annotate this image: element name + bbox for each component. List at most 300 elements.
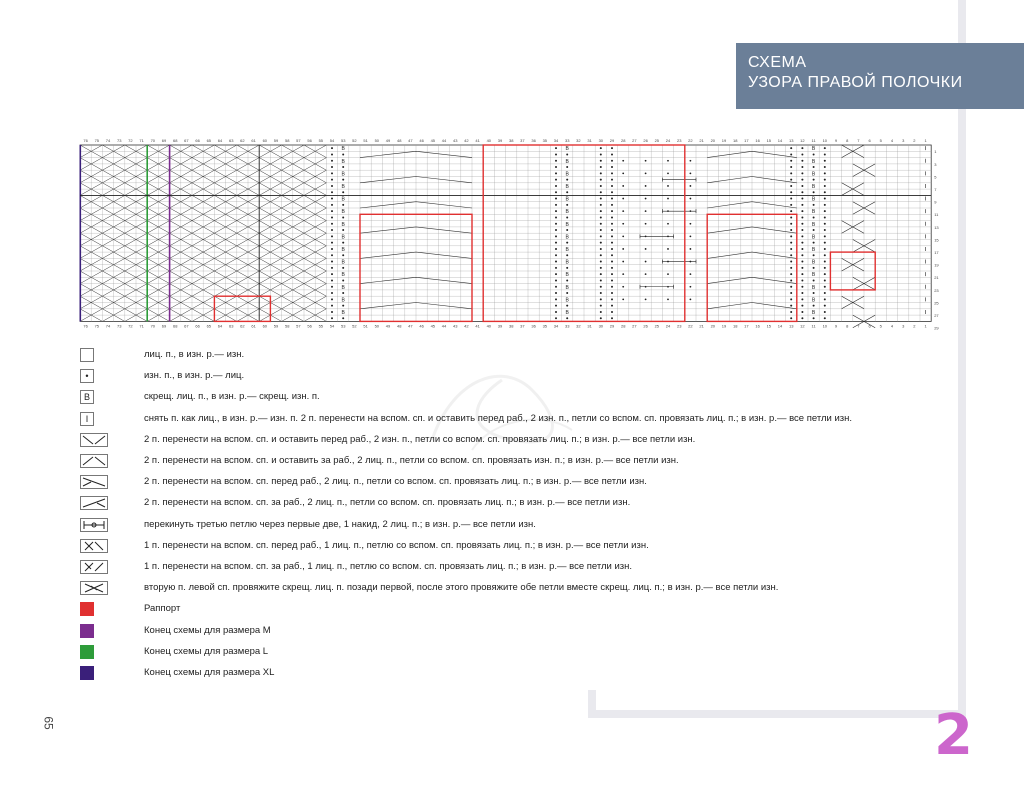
stitch-dot bbox=[790, 210, 792, 212]
legend-glyph-cross-b bbox=[81, 561, 107, 573]
row-number: 9 bbox=[934, 199, 937, 205]
stitch-b: B bbox=[565, 221, 569, 228]
stitch-dot bbox=[790, 198, 792, 200]
column-number-top: 39 bbox=[497, 138, 503, 143]
column-number-top: 57 bbox=[296, 138, 301, 143]
stitch-dot bbox=[555, 261, 557, 263]
stitch-dot bbox=[555, 198, 557, 200]
stitch-b: B bbox=[341, 171, 345, 178]
legend-symbol-color bbox=[80, 624, 94, 638]
stitch-dot bbox=[555, 210, 557, 212]
stitch-dot bbox=[600, 317, 602, 319]
stitch-b: B bbox=[811, 183, 816, 190]
stitch-dot bbox=[824, 160, 826, 162]
column-number-top: 22 bbox=[688, 138, 693, 143]
stitch-b: B bbox=[811, 284, 816, 291]
stitch-dot bbox=[813, 242, 815, 244]
stitch-dot bbox=[566, 242, 568, 244]
column-number-bottom: 69 bbox=[161, 323, 167, 329]
stitch-dot bbox=[690, 223, 692, 225]
stitch-dot bbox=[342, 254, 344, 256]
legend-text: Конец схемы для размера M bbox=[144, 624, 271, 636]
stitch-dot bbox=[600, 160, 602, 162]
stitch-dot bbox=[790, 311, 792, 313]
column-number-top: 17 bbox=[744, 138, 749, 143]
stitch-dot bbox=[342, 279, 344, 281]
column-number-bottom: 2 bbox=[913, 323, 916, 329]
stitch-dot bbox=[600, 191, 602, 193]
legend-symbol-color bbox=[80, 666, 94, 680]
stitch-dot bbox=[690, 273, 692, 275]
column-number-bottom: 3 bbox=[902, 323, 905, 329]
stitch-b: B bbox=[341, 146, 345, 153]
stitch-dot bbox=[824, 235, 826, 237]
stitch-dot bbox=[555, 191, 557, 193]
stitch-dot bbox=[824, 229, 826, 231]
stitch-dot bbox=[555, 204, 557, 206]
stitch-dot bbox=[824, 204, 826, 206]
legend-text: 2 п. перенести на вспом. сп. перед раб., 2 лиц. п., петли со вспом. сп. провязать лиц. п.; в изн. р.— все петли изн. bbox=[144, 476, 647, 488]
stitch-dot bbox=[611, 261, 613, 263]
stitch-dot bbox=[824, 292, 826, 294]
stitch-dot bbox=[790, 147, 792, 149]
stitch-dot bbox=[813, 166, 815, 168]
column-number-top: 6 bbox=[868, 138, 871, 143]
stitch-dot bbox=[611, 242, 613, 244]
stitch-dot bbox=[801, 235, 803, 237]
stitch-dot bbox=[690, 286, 692, 288]
column-number-bottom: 61 bbox=[251, 323, 256, 329]
stitch-dot bbox=[331, 204, 333, 206]
column-number-bottom: 48 bbox=[396, 323, 402, 329]
stitch-dot bbox=[331, 298, 333, 300]
stitch-dot bbox=[555, 216, 557, 218]
column-number-top: 43 bbox=[452, 138, 458, 143]
stitch-dot bbox=[611, 147, 613, 149]
column-number-bottom: 59 bbox=[273, 323, 279, 329]
stitch-dot bbox=[331, 273, 333, 275]
stitch-dot bbox=[555, 242, 557, 244]
column-number-top: 51 bbox=[363, 138, 368, 143]
stitch-dot bbox=[600, 216, 602, 218]
stitch-dot bbox=[801, 254, 803, 256]
stitch-dot bbox=[331, 279, 333, 281]
column-number-bottom: 30 bbox=[598, 323, 604, 329]
stitch-b: B bbox=[811, 234, 816, 241]
stitch-dot bbox=[622, 261, 624, 263]
column-number-top: 20 bbox=[710, 138, 716, 143]
stitch-dot bbox=[667, 248, 669, 250]
row-number: 21 bbox=[934, 275, 939, 281]
column-number-top: 33 bbox=[564, 138, 570, 143]
stitch-b: B bbox=[811, 196, 816, 203]
stitch-dot bbox=[611, 185, 613, 187]
stitch-dot bbox=[790, 286, 792, 288]
column-number-bottom: 16 bbox=[755, 323, 760, 329]
stitch-dot bbox=[611, 235, 613, 237]
column-number-bottom: 35 bbox=[542, 323, 548, 329]
stitch-b: B bbox=[565, 246, 569, 253]
stitch-dot bbox=[611, 311, 613, 313]
stitch-dot bbox=[790, 267, 792, 269]
legend-text: 1 п. перенести на вспом. сп. за раб., 1 лиц. п., петлю со вспом. сп. провязать лиц. п.; в изн. р.— все петли изн. bbox=[144, 561, 633, 572]
stitch-dot bbox=[331, 198, 333, 200]
stitch-dot bbox=[824, 198, 826, 200]
stitch-dot bbox=[331, 229, 333, 231]
stitch-dot bbox=[801, 210, 803, 212]
stitch-dot bbox=[555, 185, 557, 187]
stitch-dot bbox=[790, 248, 792, 250]
column-number-bottom: 39 bbox=[497, 323, 503, 329]
column-number-bottom: 36 bbox=[531, 323, 536, 329]
stitch-dot bbox=[331, 147, 333, 149]
stitch-dot bbox=[331, 179, 333, 181]
stitch-dot bbox=[645, 185, 647, 187]
column-number-bottom: 57 bbox=[296, 323, 301, 329]
stitch-b: B bbox=[811, 158, 816, 165]
stitch-dot bbox=[801, 242, 803, 244]
column-number-bottom: 29 bbox=[609, 323, 615, 329]
column-number-top: 44 bbox=[441, 138, 447, 143]
column-number-top: 50 bbox=[374, 138, 380, 143]
stitch-dot bbox=[555, 286, 557, 288]
column-number-top: 26 bbox=[643, 138, 648, 143]
stitch-b: B bbox=[341, 297, 345, 304]
stitch-dot bbox=[801, 292, 803, 294]
stitch-dot bbox=[824, 261, 826, 263]
stitch-b: B bbox=[811, 146, 816, 153]
row-number: 27 bbox=[934, 312, 939, 318]
column-number-bottom: 41 bbox=[475, 323, 480, 329]
stitch-dot bbox=[790, 317, 792, 319]
column-number-bottom: 50 bbox=[374, 323, 380, 329]
legend-symbol-cross-b bbox=[80, 560, 108, 574]
column-number-top: 55 bbox=[318, 138, 324, 143]
stitch-dot bbox=[622, 210, 624, 212]
stitch-dot bbox=[824, 147, 826, 149]
column-number-bottom: 54 bbox=[329, 323, 335, 329]
column-number-top: 38 bbox=[508, 138, 514, 143]
legend-symbol-twist bbox=[80, 581, 108, 595]
stitch-dot bbox=[801, 317, 803, 319]
stitch-dot bbox=[600, 248, 602, 250]
stitch-dot bbox=[622, 172, 624, 174]
stitch-b: B bbox=[341, 259, 345, 266]
stitch-b: B bbox=[341, 284, 345, 291]
row-number: 23 bbox=[934, 287, 939, 293]
column-number-top: 45 bbox=[430, 138, 436, 143]
stitch-dot bbox=[555, 160, 557, 162]
column-number-bottom: 14 bbox=[777, 323, 783, 329]
legend-text: снять п. как лиц., в изн. р.— изн. п. 2 п. перенести на вспом. сп. и оставить перед раб., 2 изн. п., петли со вспом. сп. провязать лиц. п.; в изн. р.— все петли изн. bbox=[144, 412, 853, 424]
legend-glyph-path bbox=[85, 542, 103, 550]
column-number-top: 28 bbox=[620, 138, 626, 143]
stitch-dot bbox=[555, 179, 557, 181]
stitch-dot bbox=[611, 166, 613, 168]
stitch-dot bbox=[555, 166, 557, 168]
stitch-b: B bbox=[341, 246, 345, 253]
column-number-top: 8 bbox=[846, 138, 849, 143]
column-number-top: 65 bbox=[206, 138, 212, 143]
legend-symbol-cable-b bbox=[80, 454, 108, 468]
stitch-dot bbox=[813, 204, 815, 206]
stitch-dot bbox=[790, 216, 792, 218]
stitch-dot bbox=[600, 204, 602, 206]
stitch-dot bbox=[600, 185, 602, 187]
legend-glyph-cable-b bbox=[81, 455, 107, 467]
stitch-dot bbox=[790, 229, 792, 231]
stitch-dot bbox=[824, 305, 826, 307]
stitch-dot bbox=[801, 273, 803, 275]
stitch-dot bbox=[801, 191, 803, 193]
column-number-bottom: 7 bbox=[857, 323, 860, 329]
stitch-dot bbox=[667, 298, 669, 300]
stitch-dot bbox=[566, 229, 568, 231]
stitch-b: B bbox=[565, 309, 569, 316]
stitch-dot bbox=[790, 160, 792, 162]
stitch-dot bbox=[600, 172, 602, 174]
stitch-dot bbox=[555, 248, 557, 250]
column-number-bottom: 42 bbox=[464, 323, 469, 329]
stitch-dot bbox=[645, 210, 647, 212]
stitch-dot bbox=[813, 254, 815, 256]
stitch-dot bbox=[790, 179, 792, 181]
column-number-bottom: 62 bbox=[240, 323, 245, 329]
legend-text: Раппорт bbox=[144, 603, 181, 615]
column-number-bottom: 51 bbox=[363, 323, 368, 329]
column-number-top: 69 bbox=[161, 138, 167, 143]
stitch-dot bbox=[611, 210, 613, 212]
stitch-dot bbox=[611, 204, 613, 206]
stitch-dot bbox=[622, 298, 624, 300]
column-number-top: 16 bbox=[755, 138, 760, 143]
stitch-dot bbox=[824, 185, 826, 187]
stitch-b: B bbox=[811, 209, 816, 216]
stitch-dot bbox=[566, 166, 568, 168]
column-number-top: 31 bbox=[587, 138, 592, 143]
stitch-dot bbox=[342, 191, 344, 193]
column-number-top: 68 bbox=[172, 138, 178, 143]
stitch-dot bbox=[566, 153, 568, 155]
column-number-bottom: 22 bbox=[688, 323, 693, 329]
stitch-dot bbox=[555, 311, 557, 313]
column-number-top: 66 bbox=[195, 138, 200, 143]
stitch-dot bbox=[331, 210, 333, 212]
stitch-dot bbox=[611, 229, 613, 231]
legend-glyph-path bbox=[83, 457, 105, 465]
column-number-bottom: 8 bbox=[846, 323, 849, 329]
column-number-top: 27 bbox=[632, 138, 637, 143]
stitch-dot bbox=[331, 305, 333, 307]
stitch-dot bbox=[600, 267, 602, 269]
stitch-dot bbox=[622, 185, 624, 187]
column-number-bottom: 72 bbox=[128, 323, 133, 329]
column-number-bottom: 44 bbox=[441, 323, 447, 329]
legend-text: лиц. п., в изн. р.— изн. bbox=[144, 349, 245, 360]
stitch-dot bbox=[645, 273, 647, 275]
stitch-dot bbox=[611, 267, 613, 269]
column-number-bottom: 76 bbox=[83, 323, 88, 329]
stitch-dot bbox=[801, 305, 803, 307]
stitch-dot bbox=[824, 273, 826, 275]
stitch-dot bbox=[555, 305, 557, 307]
stitch-dot bbox=[690, 160, 692, 162]
stitch-dot bbox=[342, 242, 344, 244]
stitch-b: B bbox=[565, 196, 569, 203]
column-number-top: 11 bbox=[811, 138, 816, 143]
stitch-dot bbox=[667, 223, 669, 225]
stitch-dot bbox=[801, 216, 803, 218]
stitch-dot bbox=[801, 267, 803, 269]
stitch-dot bbox=[824, 254, 826, 256]
column-number-top: 2 bbox=[913, 138, 916, 143]
legend-glyph-cable-d bbox=[81, 497, 107, 509]
column-number-top: 73 bbox=[116, 138, 122, 143]
legend-text: 2 п. перенести на вспом. сп. и оставить за раб., 2 лиц. п., петли со вспом. сп. провязать изн. п.; в изн. р.— все петли изн. bbox=[144, 455, 679, 466]
stitch-dot bbox=[611, 273, 613, 275]
column-number-top: 61 bbox=[251, 138, 256, 143]
stitch-dot bbox=[801, 147, 803, 149]
stitch-dot bbox=[645, 298, 647, 300]
column-number-top: 64 bbox=[217, 138, 223, 143]
stitch-b: B bbox=[565, 297, 569, 304]
legend-symbol-cable-a bbox=[80, 433, 108, 447]
column-number-bottom: 17 bbox=[744, 323, 749, 329]
legend-symbol-empty bbox=[80, 348, 94, 362]
stitch-dot bbox=[555, 273, 557, 275]
legend-glyph-path bbox=[83, 436, 105, 444]
column-number-top: 42 bbox=[464, 138, 469, 143]
stitch-b: B bbox=[565, 158, 569, 165]
column-number-bottom: 71 bbox=[139, 323, 144, 329]
stitch-dot bbox=[690, 185, 692, 187]
stitch-dot bbox=[566, 292, 568, 294]
column-number-bottom: 55 bbox=[318, 323, 324, 329]
stitch-dot bbox=[824, 191, 826, 193]
column-number-top: 12 bbox=[800, 138, 805, 143]
column-number-bottom: 53 bbox=[340, 323, 346, 329]
column-number-top: 70 bbox=[150, 138, 156, 143]
column-number-bottom: 15 bbox=[766, 323, 772, 329]
stitch-dot bbox=[555, 279, 557, 281]
column-number-top: 71 bbox=[139, 138, 144, 143]
legend-text: изн. п., в изн. р.— лиц. bbox=[144, 370, 245, 382]
stitch-b: B bbox=[565, 259, 569, 266]
stitch-dot bbox=[622, 273, 624, 275]
stitch-dot bbox=[331, 261, 333, 263]
header-line-1: СХЕМА bbox=[748, 54, 807, 71]
stitch-dot bbox=[342, 179, 344, 181]
column-number-top: 34 bbox=[553, 138, 559, 143]
stitch-dot bbox=[566, 305, 568, 307]
stitch-dot bbox=[555, 147, 557, 149]
stitch-dot bbox=[790, 242, 792, 244]
column-number-bottom: 63 bbox=[228, 323, 234, 329]
legend-text: Конец схемы для размера XL bbox=[144, 667, 275, 678]
stitch-b: B bbox=[811, 272, 816, 279]
stitch-dot bbox=[645, 223, 647, 225]
column-number-top: 72 bbox=[128, 138, 133, 143]
column-number-bottom: 70 bbox=[150, 323, 156, 329]
stitch-dot bbox=[645, 261, 647, 263]
stitch-dot bbox=[600, 166, 602, 168]
column-number-bottom: 25 bbox=[654, 323, 660, 329]
stitch-dot bbox=[331, 254, 333, 256]
stitch-b: B bbox=[565, 284, 569, 291]
stitch-dot bbox=[801, 153, 803, 155]
stitch-dot bbox=[801, 160, 803, 162]
stitch-dot bbox=[611, 172, 613, 174]
stitch-dot bbox=[566, 254, 568, 256]
legend-text: 1 п. перенести на вспом. сп. перед раб., 1 лиц. п., петлю со вспом. сп. провязать лиц. п.; в изн. р.— все петли изн. bbox=[144, 539, 649, 551]
column-number-bottom: 11 bbox=[811, 323, 816, 329]
column-number-top: 13 bbox=[788, 138, 794, 143]
column-number-top: 21 bbox=[699, 138, 704, 143]
stitch-dot bbox=[824, 210, 826, 212]
column-number-top: 56 bbox=[307, 138, 312, 143]
column-number-bottom: 27 bbox=[632, 323, 637, 329]
stitch-dot bbox=[342, 292, 344, 294]
column-number-bottom: 21 bbox=[699, 323, 704, 329]
stitch-dot bbox=[824, 248, 826, 250]
stitch-dot bbox=[600, 305, 602, 307]
column-number-bottom: 13 bbox=[788, 323, 794, 329]
stitch-dot bbox=[813, 191, 815, 193]
stitch-dot bbox=[790, 172, 792, 174]
stitch-dot bbox=[813, 216, 815, 218]
stitch-dot bbox=[813, 292, 815, 294]
legend-glyph-pass-over bbox=[81, 519, 107, 531]
stitch-dot bbox=[331, 185, 333, 187]
frame-bottom-line bbox=[588, 710, 966, 718]
row-number: 13 bbox=[934, 224, 939, 230]
stitch-dot bbox=[331, 216, 333, 218]
stitch-dot bbox=[611, 160, 613, 162]
stitch-dot bbox=[801, 179, 803, 181]
column-number-bottom: 38 bbox=[508, 323, 514, 329]
stitch-dot bbox=[824, 267, 826, 269]
stitch-b: B bbox=[811, 297, 816, 304]
column-number-bottom: 66 bbox=[195, 323, 200, 329]
stitch-dot bbox=[566, 179, 568, 181]
stitch-dot bbox=[611, 191, 613, 193]
stitch-dot bbox=[813, 229, 815, 231]
column-number-top: 19 bbox=[721, 138, 727, 143]
column-number-bottom: 40 bbox=[486, 323, 492, 329]
stitch-dot bbox=[342, 204, 344, 206]
frame-bottom-stub bbox=[588, 690, 596, 718]
stitch-dot bbox=[331, 223, 333, 225]
column-number-bottom: 49 bbox=[385, 323, 391, 329]
column-number-bottom: 67 bbox=[184, 323, 189, 329]
chapter-number: 2 bbox=[934, 703, 973, 768]
column-number-bottom: 37 bbox=[520, 323, 525, 329]
column-number-top: 7 bbox=[857, 138, 860, 143]
row-number: 1 bbox=[934, 149, 937, 155]
legend-text: перекинуть третью петлю через первые две, 1 накид, 2 лиц. п.; в изн. р.— все петли изн. bbox=[144, 518, 536, 530]
column-number-top: 29 bbox=[609, 138, 615, 143]
stitch-dot bbox=[331, 153, 333, 155]
legend-glyph-twist bbox=[81, 582, 107, 594]
column-number-top: 75 bbox=[94, 138, 100, 143]
legend-symbol-dot: • bbox=[80, 369, 94, 383]
column-number-bottom: 75 bbox=[94, 323, 100, 329]
column-number-bottom: 26 bbox=[643, 323, 648, 329]
stitch-dot bbox=[342, 153, 344, 155]
stitch-b: B bbox=[565, 272, 569, 279]
stitch-dot bbox=[555, 317, 557, 319]
stitch-dot bbox=[801, 229, 803, 231]
